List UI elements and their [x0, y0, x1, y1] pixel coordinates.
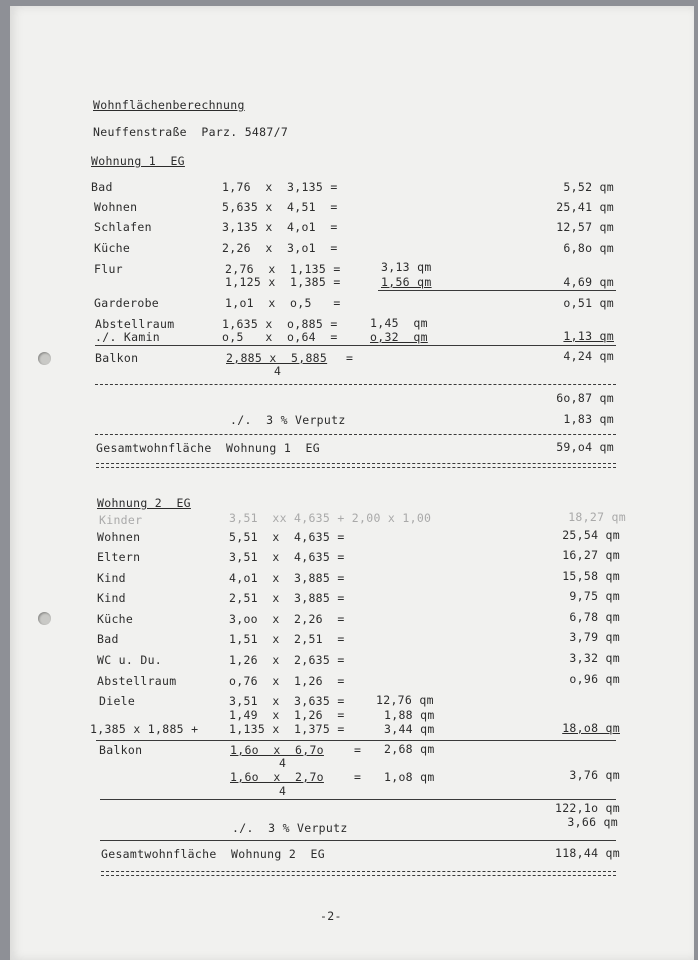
- room-calc: 1,51 x 2,51 =: [229, 632, 345, 646]
- room-result: 6,78 qm: [569, 610, 620, 624]
- room-label: Wohnen: [97, 530, 141, 544]
- room-label: Schlafen: [94, 220, 152, 234]
- room-calc: 3,51 x 3,635 =: [229, 694, 345, 708]
- room-label: Kind: [97, 571, 126, 585]
- room-calc: 5,635 x 4,51 =: [222, 200, 338, 214]
- room-label: Kinder: [99, 513, 143, 527]
- w2-total-value: 118,44 qm: [554, 846, 620, 860]
- divisor: 4: [279, 756, 287, 770]
- room-result: 25,41 qm: [556, 200, 614, 214]
- room-result: 9,75 qm: [569, 589, 620, 603]
- sum-line: [378, 290, 616, 291]
- room-calc: 1,125 x 1,385 =: [225, 275, 341, 289]
- room-calc: 1,26 x 2,635 =: [229, 653, 345, 667]
- separator-line: [100, 840, 616, 841]
- w2-verputz-value: 3,66 qm: [567, 815, 618, 829]
- room-calc: 1,76 x 3,135 =: [222, 180, 338, 194]
- room-label: Balkon: [95, 351, 139, 365]
- room-label: Diele: [99, 694, 136, 708]
- subtotal: o,32 qm: [370, 330, 428, 344]
- equals-sign: =: [354, 770, 362, 784]
- room-label: Bad: [97, 632, 119, 646]
- room-calc: 1,135 x 1,375 =: [229, 722, 345, 736]
- divisor: 4: [274, 364, 282, 378]
- w1-verputz-value: 1,83 qm: [563, 412, 614, 426]
- room-calc: o,76 x 1,26 =: [229, 674, 345, 688]
- room-label: Abstellraum: [97, 674, 177, 688]
- subtotal: 1,o8 qm: [384, 770, 435, 784]
- calc-prefix: 1,385 x 1,885 +: [90, 722, 199, 736]
- room-label: Kind: [97, 591, 126, 605]
- room-label: Küche: [97, 612, 134, 626]
- double-rule: [96, 463, 616, 468]
- w2-verputz-label: ./. 3 % Verputz: [232, 821, 348, 835]
- room-label: ./. Kamin: [95, 330, 161, 344]
- room-result: 3,32 qm: [569, 651, 620, 665]
- room-calc: 3,51 xx 4,635 + 2,00 x 1,00: [229, 511, 432, 525]
- room-label: Abstellraum: [95, 317, 175, 331]
- subtotal: 3,13 qm: [381, 260, 432, 274]
- separator-line: [100, 799, 616, 800]
- sum-line: [96, 740, 616, 741]
- room-calc: 1,6o x 2,7o: [230, 770, 324, 784]
- w2-total-label: Gesamtwohnfläche Wohnung 2 EG: [101, 847, 325, 861]
- address-line: Neuffenstraße Parz. 5487/7: [93, 125, 289, 139]
- divisor: 4: [279, 784, 287, 798]
- room-label: Eltern: [97, 550, 141, 564]
- w1-verputz-label: ./. 3 % Verputz: [230, 413, 346, 427]
- room-result: 16,27 qm: [562, 548, 620, 562]
- room-result: 15,58 qm: [562, 569, 620, 583]
- room-result: 5,52 qm: [563, 180, 614, 194]
- room-calc: 1,6o x 6,7o: [230, 743, 324, 757]
- room-label: Wohnen: [94, 200, 138, 214]
- room-label: Küche: [94, 241, 131, 255]
- w2-heading: Wohnung 2 EG: [97, 496, 191, 510]
- room-result: 6,8o qm: [563, 241, 614, 255]
- room-calc: 1,49 x 1,26 =: [229, 708, 345, 722]
- room-calc: 5,51 x 4,635 =: [229, 530, 345, 544]
- room-result: 1,13 qm: [563, 329, 614, 343]
- room-result: o,96 qm: [569, 672, 620, 686]
- room-calc: o,5 x o,64 =: [222, 330, 338, 344]
- separator-line: [95, 384, 616, 385]
- room-result: 18,o8 qm: [562, 721, 620, 735]
- room-result: 4,24 qm: [563, 349, 614, 363]
- subtotal: 12,76 qm: [376, 693, 434, 707]
- double-rule: [101, 871, 616, 876]
- w2-sum: 122,1o qm: [554, 801, 620, 815]
- sum-line: [95, 345, 616, 346]
- subtotal: 1,88 qm: [384, 708, 435, 722]
- room-calc: 1,o1 x o,5 =: [225, 296, 341, 310]
- w1-sum: 6o,87 qm: [556, 391, 614, 405]
- room-result: 4,69 qm: [563, 275, 614, 289]
- room-result: o,51 qm: [563, 296, 614, 310]
- room-result: 25,54 qm: [562, 528, 620, 542]
- room-label: Flur: [94, 262, 123, 276]
- equals-sign: =: [354, 743, 362, 757]
- w1-total-value: 59,o4 qm: [556, 440, 614, 454]
- room-label: WC u. Du.: [97, 653, 163, 667]
- document-title: Wohnflächenberechnung: [93, 98, 245, 112]
- room-result: 12,57 qm: [556, 220, 614, 234]
- separator-line: [95, 434, 616, 435]
- room-calc: 1,635 x o,885 =: [222, 317, 338, 331]
- subtotal: 3,44 qm: [384, 722, 435, 736]
- room-label: Bad: [91, 180, 113, 194]
- room-label: Balkon: [99, 743, 143, 757]
- subtotal: 1,45 qm: [370, 316, 428, 330]
- room-calc: 2,51 x 3,885 =: [229, 591, 345, 605]
- room-calc: 3,oo x 2,26 =: [229, 612, 345, 626]
- room-label: Garderobe: [94, 296, 160, 310]
- equals-sign: =: [346, 351, 354, 365]
- room-calc: 2,885 x 5,885: [226, 351, 328, 365]
- room-calc: 2,26 x 3,o1 =: [222, 241, 338, 255]
- room-calc: 3,135 x 4,o1 =: [222, 220, 338, 234]
- page-number: -2-: [320, 909, 342, 923]
- subtotal: 1,56 qm: [381, 275, 432, 289]
- punch-hole-top: [38, 352, 51, 365]
- w1-total-label: Gesamtwohnfläche Wohnung 1 EG: [96, 441, 320, 455]
- w1-heading: Wohnung 1 EG: [91, 154, 185, 168]
- punch-hole-bottom: [38, 612, 51, 625]
- room-calc: 2,76 x 1,135 =: [225, 262, 341, 276]
- subtotal: 2,68 qm: [384, 742, 435, 756]
- room-result: 3,76 qm: [569, 768, 620, 782]
- room-result: 3,79 qm: [569, 630, 620, 644]
- room-result: 18,27 qm: [568, 510, 626, 524]
- room-calc: 3,51 x 4,635 =: [229, 550, 345, 564]
- room-calc: 4,o1 x 3,885 =: [229, 571, 345, 585]
